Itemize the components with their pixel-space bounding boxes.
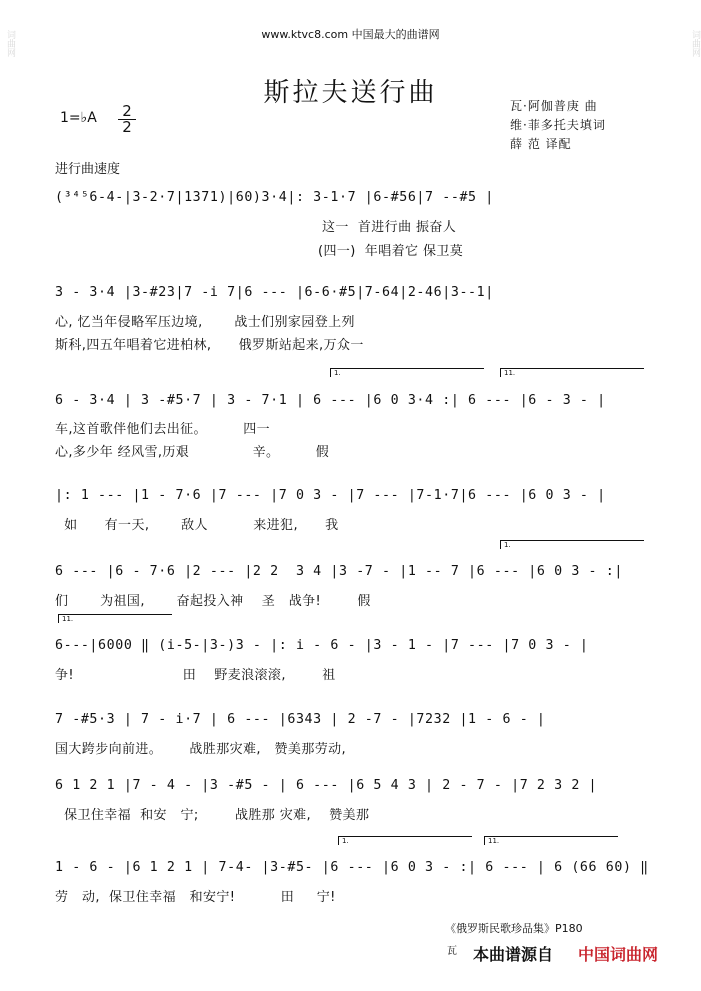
key-signature: 1=♭A [60,110,97,126]
watermark-text: 词曲网 [5,30,15,57]
notation-row: 6 --- |6 - 7·6 |2 --- |2 2 3 4 |3 -7 - |1 -- 7 |6 --- |6 0 3 - :| [55,564,623,579]
lyric-line: 保卫住幸福 和安 宁; 战胜那 灾难, 赞美那 [55,808,370,823]
time-signature [118,104,136,135]
notation-row: 6 - 3·4 | 3 -#5·7 | 3 - 7·1 | 6 --- |6 0 3·4 :| 6 --- |6 - 3 - | [55,393,606,408]
lyric-line: 斯科,四五年唱着它进柏林, 俄罗斯站起来,万众一 [55,338,364,353]
lyric-line: 心,多少年 经风雪,历艰 辛。 假 [55,445,330,460]
lyric-line: 如 有一天, 敌人 来进犯, 我 [55,518,339,533]
site-url: www.ktvc8.com 中国最大的曲谱网 [261,28,440,41]
lyric-line: 们 为祖国, 奋起投入神 圣 战争! 假 [55,594,371,609]
watermark-text: 词曲网 [690,30,700,57]
notation-row: 1 - 6 - |6 1 2 1 | 7-4- |3-#5- |6 --- |6 0 3 - :| 6 --- | 6 (66 60) ‖ [55,860,649,875]
credit-composer: 瓦·阿伽普庚 曲 [510,99,598,113]
lyric-line: 车,这首歌伴他们去出征。 四一 [55,422,270,437]
source-label: 本曲谱源自 [473,945,554,964]
meter-bottom: 2 [118,119,136,135]
volta-bracket-1: 1. [330,368,484,377]
notation-row: 7 -#5·3 | 7 - i·7 | 6 --- |6343 | 2 -7 - |7232 |1 - 6 - | [55,712,546,727]
notation-row: |: 1 --- |1 - 7·6 |7 --- |7 0 3 - |7 --- |7-1·7|6 --- |6 0 3 - | [55,488,606,503]
credit-lyricist: 维·菲多托夫填词 [510,118,606,132]
song-title: 斯拉夫送行曲 [263,78,438,108]
lyric-line: 这一 首进行曲 振奋人 [322,220,457,235]
notation-row: 3 - 3·4 |3-#23|7 -i 7|6 --- |6-6·#5|7-64|2-46|3--1| [55,285,494,300]
footer-mark: 瓦 [447,946,457,957]
volta-bracket-2: 11. [484,836,618,845]
lyric-line: (四一) 年唱着它 保卫莫 [318,244,464,259]
lyric-line: 争! 田 野麦浪滚滚, 祖 [55,668,336,683]
source-citation: 《俄罗斯民歌珍品集》P180 [445,922,583,935]
site-name: 中国词曲网 [578,945,659,964]
volta-bracket-2: 11. [500,368,644,377]
volta-bracket-1: 1. [500,540,644,549]
tempo-marking: 进行曲速度 [55,162,121,177]
volta-bracket-1: 1. [338,836,472,845]
notation-row: 6 1 2 1 |7 - 4 - |3 -#5 - | 6 --- |6 5 4 3 | 2 - 7 - |7 2 3 2 | [55,778,598,793]
notation-row: (³⁴⁵6-4-|3-2·7|1371)|60)3·4|: 3-1·7 |6-#56|7 --#5 | [55,190,494,205]
volta-bracket-2: 11. [58,614,172,623]
meter-top: 2 [122,102,132,120]
lyric-line: 劳 动, 保卫住幸福 和安宁! 田 宁! [55,890,336,905]
notation-row: 6---|6000 ‖ (i-5-|3-)3 - |: i - 6 - |3 - 1 - |7 --- |7 0 3 - | [55,638,589,653]
lyric-line: 心, 忆当年侵略军压边境, 战士们别家园登上列 [55,315,355,330]
lyric-line: 国大跨步向前进。 战胜那灾难, 赞美那劳动, [55,742,347,757]
credit-translator: 薛 范 译配 [510,137,572,151]
credits [510,97,606,154]
